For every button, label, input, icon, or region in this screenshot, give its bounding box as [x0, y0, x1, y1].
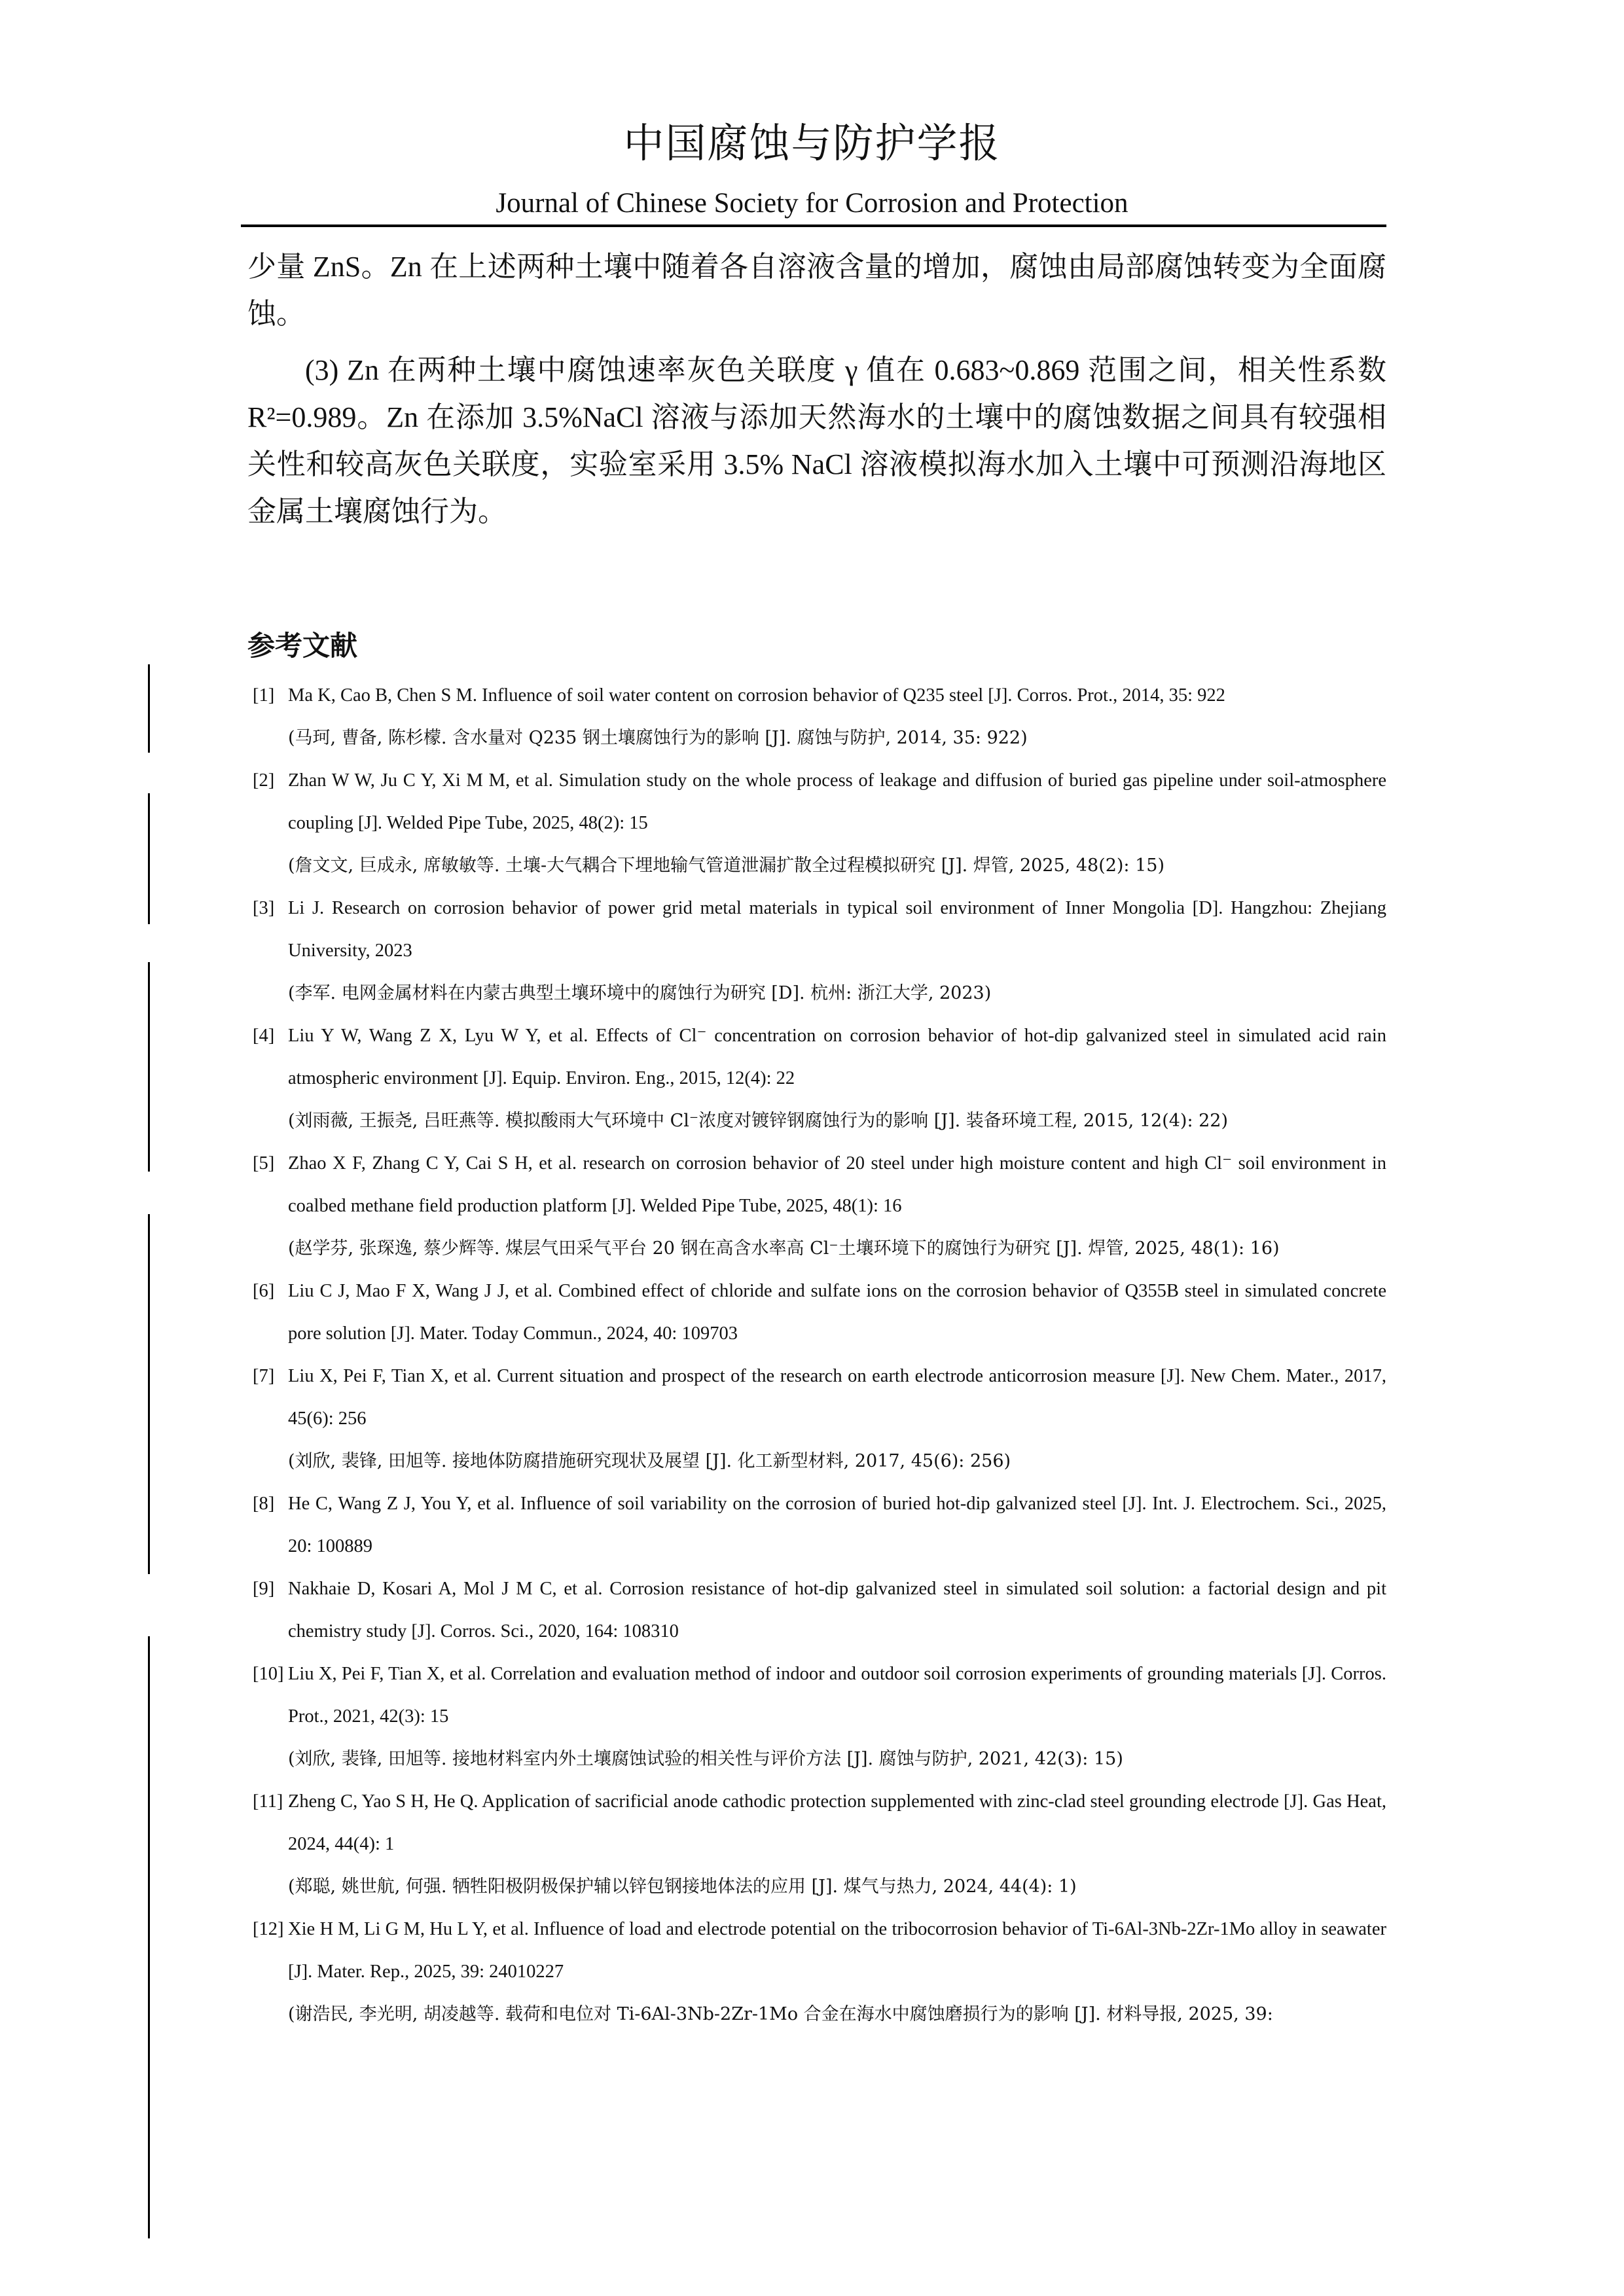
reference-number: [6]: [253, 1281, 275, 1301]
reference-english: He C, Wang Z J, You Y, et al. Influence of soil variability on the corrosion of buried hot-dip galvanized steel [J]. Int. J. Electrochem. Sci., 2025, 20: 100889: [288, 1494, 1386, 1556]
reference-item: [247, 674, 1386, 759]
reference-number: [3]: [253, 898, 275, 918]
journal-title-en: Journal of Chinese Society for Corrosion and Protection: [496, 188, 1128, 219]
journal-title-cn: 中国腐蚀与防护学报: [623, 122, 1001, 166]
change-bar: [148, 1214, 150, 1574]
reference-english: Li J. Research on corrosion behavior of power grid metal materials in typical soil environment of Inner Mongolia [D]. Hangzhou: Zhejiang University, 2023: [288, 898, 1386, 961]
reference-item: [247, 1908, 1386, 2036]
header-divider: [241, 224, 1386, 227]
reference-english: Nakhaie D, Kosari A, Mol J M C, et al. Corrosion resistance of hot-dip galvanized steel in simulated soil solution: a factorial design and pit chemistry study [J]. Corros. Sci., 2020, 164: 108310: [288, 1579, 1386, 1641]
reference-number: [11]: [253, 1791, 283, 1812]
reference-chinese: (刘欣, 裴锋, 田旭等. 接地体防腐措施研究现状及展望 [J]. 化工新型材料, 2017, 45(6): 256): [288, 1451, 1011, 1471]
change-bar: [148, 793, 150, 924]
reference-english: Xie H M, Li G M, Hu L Y, et al. Influence of load and electrode potential on the tribocorrosion behavior of Ti-6Al-3Nb-2Zr-1Mo alloy in seawater [J]. Mater. Rep., 2025, 39: 24010227: [288, 1919, 1386, 1982]
reference-chinese: (谢浩民, 李光明, 胡凌越等. 载荷和电位对 Ti-6Al-3Nb-2Zr-1Mo 合金在海水中腐蚀磨损行为的影响 [J]. 材料导报, 2025, 39:: [288, 2004, 1273, 2024]
reference-number: [12]: [253, 1919, 284, 1939]
reference-number: [7]: [253, 1366, 275, 1386]
reference-number: [1]: [253, 685, 275, 706]
reference-number: [9]: [253, 1579, 275, 1599]
reference-chinese: (马珂, 曹备, 陈杉檬. 含水量对 Q235 钢土壤腐蚀行为的影响 [J]. 腐蚀与防护, 2014, 35: 922): [288, 728, 1028, 748]
reference-english: Zhan W W, Ju C Y, Xi M M, et al. Simulation study on the whole process of leakage and diffusion of buried gas pipeline under soil-atmosphere coupling [J]. Welded Pipe Tube, 2025, 48(2): 15: [288, 770, 1386, 833]
reference-item: [247, 887, 1386, 1014]
conclusion-paragraph-3: (3) Zn 在两种土壤中腐蚀速率灰色关联度 γ 值在 0.683~0.869 范围之间，相关性系数 R²=0.989。Zn 在添加 3.5%NaCl 溶液与添加天然海水的土壤中的腐蚀数据之间具有较强相关性和较高灰色关联度，实验室采用 3.5% NaCl 溶液模拟海水加入土壤中可预测沿海地区金属土壤腐蚀行为。: [247, 354, 1386, 528]
reference-chinese: (詹文文, 巨成永, 席敏敏等. 土壤-大气耦合下埋地输气管道泄漏扩散全过程模拟研究 [J]. 焊管, 2025, 48(2): 15): [288, 855, 1165, 876]
reference-item: [247, 1270, 1386, 1355]
change-bar: [148, 664, 150, 753]
reference-item: [247, 1780, 1386, 1908]
reference-number: [5]: [253, 1153, 275, 1174]
reference-item: [247, 1482, 1386, 1568]
reference-chinese: (李军. 电网金属材料在内蒙古典型土壤环境中的腐蚀行为研究 [D]. 杭州: 浙江大学, 2023): [288, 983, 992, 1003]
reference-number: [10]: [253, 1664, 284, 1684]
reference-english: Liu Y W, Wang Z X, Lyu W Y, et al. Effects of Cl⁻ concentration on corrosion behavior of hot-dip galvanized steel in simulated acid rain atmospheric environment [J]. Equip. Environ. Eng., 2015, 12(4): 22: [288, 1026, 1386, 1088]
reference-chinese: (刘雨薇, 王振尧, 吕旺燕等. 模拟酸雨大气环境中 Cl⁻浓度对镀锌钢腐蚀行为的影响 [J]. 装备环境工程, 2015, 12(4): 22): [288, 1111, 1229, 1131]
reference-number: [2]: [253, 770, 275, 791]
change-bar: [148, 1636, 150, 2238]
reference-item: [247, 1355, 1386, 1482]
reference-item: [247, 1014, 1386, 1142]
change-bar: [148, 962, 150, 1172]
conclusion-paragraph-continued: 少量 ZnS。Zn 在上述两种土壤中随着各自溶液含量的增加，腐蚀由局部腐蚀转变为全面腐蚀。: [247, 251, 1386, 330]
reference-chinese: (郑聪, 姚世航, 何强. 牺牲阳极阴极保护辅以锌包钢接地体法的应用 [J]. 煤气与热力, 2024, 44(4): 1): [288, 1876, 1077, 1897]
reference-english: Liu X, Pei F, Tian X, et al. Current situation and prospect of the research on earth electrode anticorrosion measure [J]. New Chem. Mater., 2017, 45(6): 256: [288, 1366, 1386, 1429]
reference-english: Liu C J, Mao F X, Wang J J, et al. Combined effect of chloride and sulfate ions on the corrosion behavior of Q355B steel in simulated concrete pore solution [J]. Mater. Today Commun., 2024, 40: 109703: [288, 1281, 1386, 1344]
reference-item: [247, 1653, 1386, 1780]
reference-list: [247, 674, 1386, 2036]
reference-chinese: (刘欣, 裴锋, 田旭等. 接地材料室内外土壤腐蚀试验的相关性与评价方法 [J]. 腐蚀与防护, 2021, 42(3): 15): [288, 1749, 1123, 1769]
reference-english: Liu X, Pei F, Tian X, et al. Correlation and evaluation method of indoor and outdoor soil corrosion experiments of grounding materials [J]. Corros. Prot., 2021, 42(3): 15: [288, 1664, 1386, 1727]
reference-english: Zhao X F, Zhang C Y, Cai S H, et al. research on corrosion behavior of 20 steel under high moisture content and high Cl⁻ soil environment in coalbed methane field production platform [J]. Welded Pipe Tube, 2025, 48(1): 16: [288, 1153, 1386, 1216]
reference-item: [247, 1142, 1386, 1270]
reference-item: [247, 1568, 1386, 1653]
reference-item: [247, 759, 1386, 887]
reference-english: Ma K, Cao B, Chen S M. Influence of soil water content on corrosion behavior of Q235 steel [J]. Corros. Prot., 2014, 35: 922: [288, 685, 1225, 706]
reference-chinese: (赵学芬, 张琛逸, 蔡少辉等. 煤层气田采气平台 20 钢在高含水率高 Cl⁻土壤环境下的腐蚀行为研究 [J]. 焊管, 2025, 48(1): 16): [288, 1238, 1280, 1259]
references-heading: 参考文献: [247, 632, 358, 662]
reference-number: [4]: [253, 1026, 275, 1046]
reference-number: [8]: [253, 1494, 275, 1514]
reference-english: Zheng C, Yao S H, He Q. Application of sacrificial anode cathodic protection supplemented with zinc-clad steel grounding electrode [J]. Gas Heat, 2024, 44(4): 1: [288, 1791, 1386, 1854]
